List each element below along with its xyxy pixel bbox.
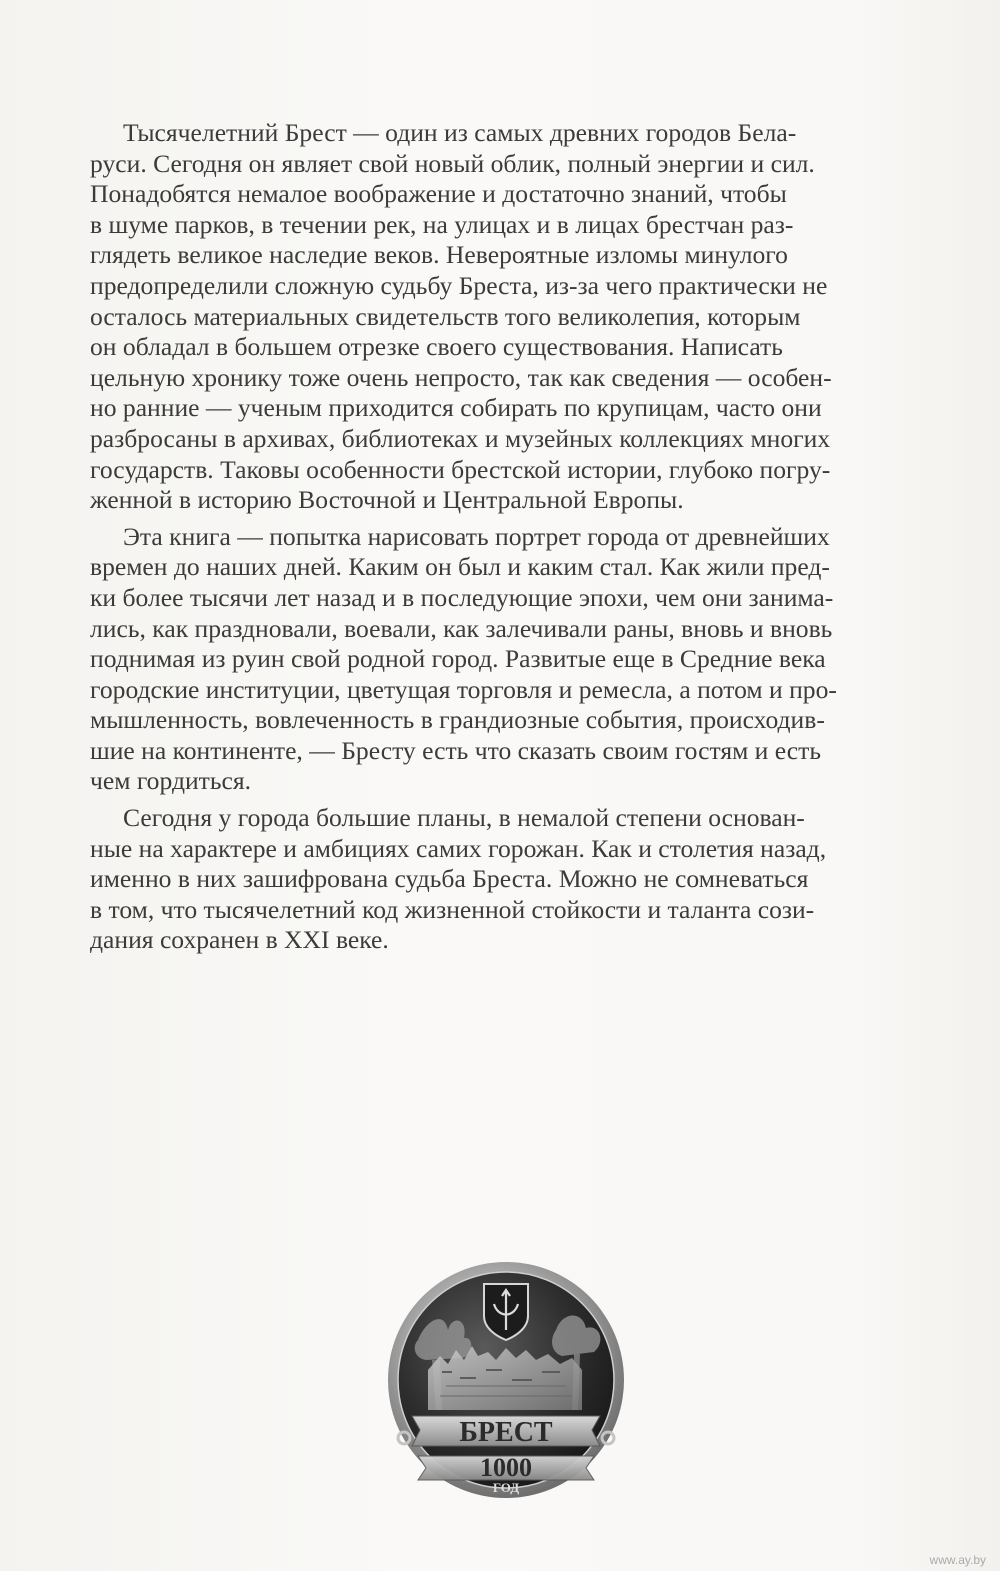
commemorative-coin: [356, 1260, 666, 1500]
text-line: именно в них зашифрована судьба Бреста. Можно не сомневаться: [90, 864, 809, 894]
text-line: времен до наших дней. Каким он был и каким стал. Как жили пред-: [90, 552, 830, 582]
coin-city-label: БРЕСТ: [459, 1417, 553, 1448]
paragraph-1: [90, 118, 900, 516]
text-line: чем гордиться.: [90, 766, 252, 796]
text-line: руси. Сегодня он являет свой новый облик, полный энергии и сил.: [90, 148, 815, 178]
text-line: предопределили сложную судьбу Бреста, из-за чего практически не: [90, 270, 828, 300]
text-line: шие на континенте, — Бресту есть что сказать своим гостям и есть: [90, 735, 821, 765]
paragraph-2: [90, 522, 900, 797]
text-line: дания сохранен в XXI веке.: [90, 925, 389, 955]
text-line: ки более тысячи лет назад и в последующие эпохи, чем они занима-: [90, 582, 834, 612]
text-line: городские институции, цветущая торговля и ремесла, а потом и про-: [90, 674, 837, 704]
text-line: глядеть великое наследие веков. Невероятные изломы минулого: [90, 240, 788, 270]
text-line: осталось материальных свидетельств того великолепия, которым: [90, 301, 801, 331]
text-line: Сегодня у города большие планы, в немалой степени основан-: [123, 803, 805, 833]
text-line: цельную хронику тоже очень непросто, так как сведения — особен-: [90, 362, 832, 392]
text-line: Тысячелетний Брест — один из самых древних городов Бела-: [123, 118, 797, 147]
site-watermark: www.ay.by: [929, 1553, 986, 1567]
text-line: в том, что тысячелетний код жизненной стойкости и таланта сози-: [90, 894, 815, 924]
text-line: женной в историю Восточной и Центральной Европы.: [90, 485, 684, 515]
text-line: в шуме парков, в течении рек, на улицах и в лицах брестчан раз-: [90, 209, 794, 239]
text-line: мышленность, вовлеченность в грандиозные события, происходив-: [90, 705, 825, 735]
coin-illustration-icon: [356, 1260, 666, 1500]
coin-number-label: 1000: [480, 1453, 532, 1482]
text-line: государств. Таковы особенности брестской истории, глубоко погру-: [90, 454, 831, 484]
text-line: поднимая из руин свой родной город. Развитые еще в Средние века: [90, 644, 826, 674]
paragraph-3: [90, 803, 900, 956]
coin-year-label: ГОД: [492, 1480, 520, 1495]
body-text: [90, 118, 900, 956]
text-line: но ранние — ученым приходится собирать по крупицам, часто они: [90, 393, 822, 423]
text-line: Эта книга — попытка нарисовать портрет города от древнейших: [123, 521, 830, 551]
text-line: Понадобятся немалое воображение и достаточно знаний, чтобы: [90, 179, 787, 209]
text-line: он обладал в большем отрезке своего существования. Написать: [90, 332, 783, 362]
text-line: разбросаны в архивах, библиотеках и музейных коллекциях многих: [90, 423, 831, 453]
text-line: лись, как праздновали, воевали, как залечивали раны, вновь и вновь: [90, 613, 833, 643]
text-line: ные на характере и амбициях самих горожан. Как и столетия назад,: [90, 833, 827, 863]
